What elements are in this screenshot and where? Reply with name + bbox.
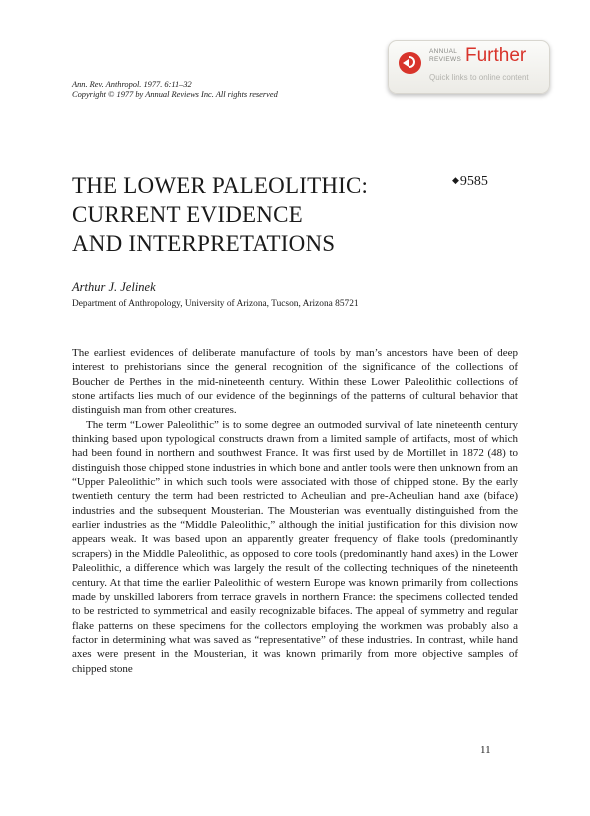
copyright-line: Copyright © 1977 by Annual Reviews Inc. All rights reserved xyxy=(72,90,278,99)
author-name: Arthur J. Jelinek xyxy=(72,280,156,294)
arrow-circle-icon xyxy=(399,52,421,74)
author-affiliation: Department of Anthropology, University of Arizona, Tucson, Arizona 85721 xyxy=(72,299,359,309)
journal-citation xyxy=(72,80,278,100)
article-number xyxy=(452,174,488,190)
diamond-icon: ◆ xyxy=(452,175,459,185)
further-banner[interactable] xyxy=(388,40,550,94)
article-title xyxy=(72,171,368,258)
further-subtitle: Quick links to online content xyxy=(429,73,529,82)
annual-reviews-label: ANNUAL REVIEWS xyxy=(429,48,462,63)
journal-line: Ann. Rev. Anthropol. 1977. 6:11–32 xyxy=(72,80,192,89)
title-line-3: AND INTERPRETATIONS xyxy=(72,231,336,256)
page-number: 11 xyxy=(480,744,491,756)
article-body xyxy=(72,346,518,676)
article-number-value: 9585 xyxy=(459,174,488,189)
title-line-1: THE LOWER PALEOLITHIC: xyxy=(72,173,369,198)
title-line-2: CURRENT EVIDENCE xyxy=(72,202,303,227)
further-brand: Further xyxy=(465,45,527,66)
paragraph-2: The term “Lower Paleolithic” is to some degree an outmoded survival of late nineteenth century thinking based upon typological constructs drawn from a limited sample of artifacts, most of which had been found in northern and southwest France. It was first used by de Mortillet in 1872 (48) to distinguish those chipped stone industries in which bone and antler tools were then unknown from an “Upper Paleolithic” in which such tools were associated with those of chipped stone. By the early twentieth century the term had been restricted to Acheulian and pre-Acheulian hand axe (biface) industries and the subsequent Mousterian. The Mousterian was eventually distinguished from the earlier industries as the “Middle Paleolithic,” although the initial justification for this division now appears weak. It was based upon an apparently greater frequency of flake tools (predominantly scrapers) in the Middle Paleolithic, as opposed to core tools (predominantly hand axes) in the Lower Paleolithic, a difference which was largely the result of the collecting techniques of the nineteenth century. At that time the earlier Paleolithic of western Europe was known primarily from collections made by unskilled laborers from terrace gravels in northern France: the specimens collected tended to be restricted to symmetrical and easily recognizable bifaces. The appeal of symmetry and regular flake patterns on these specimens for the collectors employing the workmen was probably also a factor in determining what was saved as “representative” of these industries. In contrast, while hand axes were present in the Mousterian, it was known primarily from more objective samples of chipped stone xyxy=(72,418,518,675)
paragraph-1: The earliest evidences of deliberate manufacture of tools by man’s ancestors have been of deep interest to prehistorians since the general recognition of the significance of the collections of Boucher de Perthes in the mid-nineteenth century. Within these Lower Paleolithic collections of stone artifacts lies much of our evidence of the beginnings of the patterns of cultural behavior that distinguish man from other creatures. xyxy=(72,347,518,417)
